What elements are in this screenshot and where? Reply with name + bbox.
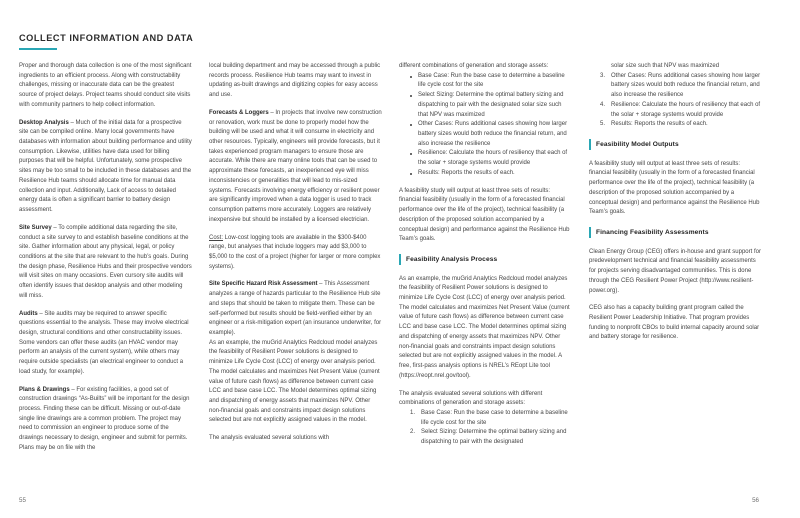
paragraph-mugrid-model: As an example, the muGrid Analytics Redcloud model analyzes the feasibility of Resilient Power solutions is designed to minimize Life Cycle Cost (LCC) of energy over analysis period. The model calculates and maximizes Net Present Value (current value of future cash flows) as difference between current case LCC and base case LCC. The Model determines optimal sizing and dispatching of energy assets that maximizes NPV. Other non-financial goals and constraints impact design solutions selected but are not explicitly assigned values in the model. bbox=[209, 339, 380, 424]
paragraph-plans-continued: local building department and may be accessed through a public records process. Resilience Hub teams may want to invest in updating as-built drawings and digitizing copies for easy access and use. bbox=[209, 63, 381, 99]
paragraph-cost bbox=[209, 234, 382, 273]
lead-in-forecasts-loggers: Forecasts & Loggers bbox=[209, 109, 269, 116]
text-column-3 bbox=[399, 62, 572, 456]
numbered-list-cases-continued bbox=[589, 72, 762, 130]
list-item: Other Cases: Runs additional cases showing how larger battery sizes would both reduce the financial return, and also increase the resilience bbox=[611, 72, 761, 99]
page-title: COLLECT INFORMATION AND DATA bbox=[19, 33, 194, 43]
text-column-1 bbox=[19, 62, 192, 454]
section-heading-financing-feasibility-assessments: Financing Feasibility Assessments bbox=[589, 228, 762, 239]
lead-in-cost: Cost: bbox=[209, 234, 224, 241]
body-desktop-analysis: – Much of the initial data for a prospective site can be compiled online. Many local governments have databases with information about building performance and utility consumption. Likewise, utilities have data used for billing purposes that will be helpful. Unfortunately, some prospective sites may be too small to be included in these databases and the Resilience Hub teams should allocate time for manual data collection and input. Additionally, Lack of access to detailed energy data is often a significant barrier to battery design assessment. bbox=[19, 119, 192, 214]
lead-in-desktop-analysis: Desktop Analysis bbox=[19, 119, 69, 126]
list-item: Resilience: Calculate the hours of resiliency that each of the solar + storage systems would provide bbox=[410, 149, 572, 168]
paragraph-ceg-capacity-building: CEG also has a capacity building grant program called the Resilient Power Leadership Initiative. That program provides funding to nonprofit CBOs to build internal capacity around solar and battery storage for resilience. bbox=[589, 305, 760, 341]
paragraph-assets-intro: different combinations of generation and storage assets: bbox=[399, 63, 549, 69]
body-site-survey: – To compile additional data regarding the site, conduct a site survey to and establish baseline conditions at the site. Gather information about any physical, legal, or policy conditions at the site that are relevant to the hub’s goals. During the design phase, Resilience Hubs and their prospective vendors will visit sites on many occasions. Even cursory site audits will often identify issues that desktop analysis and other modeling will miss. bbox=[19, 224, 192, 299]
numbered-list-cases bbox=[399, 409, 572, 448]
paragraph-clean-energy-group: Clean Energy Group (CEG) offers in-house and grant support for predevelopment technical and financial feasibility assessments for projects serving disadvantaged communities. This is done through the CEG Resilient Power Project (http://www.resilient-power.org). bbox=[589, 248, 761, 294]
paragraph-desktop-analysis bbox=[19, 119, 192, 216]
list-item: Results: Reports the results of each. bbox=[410, 169, 572, 179]
body-plans-drawings: – For existing facilities, a good set of construction drawings “As-Builts” will be important for the design process. Finding these can be difficult. Missing or out-of-date single line drawings are a common problem. The project may need to commission an engineer to produce some of the drawings necessary to design, engineer and submit for permits. Plans may be on file with the bbox=[19, 386, 190, 451]
section-heading-feasibility-model-outputs: Feasibility Model Outputs bbox=[589, 140, 762, 151]
paragraph-site-survey bbox=[19, 224, 192, 302]
paragraph-intro: Proper and thorough data collection is one of the most significant ingredients to an efficient process. Along with constructability challenges, missing or inaccurate data can be the greatest source of project delays. Project teams should conduct site visits with community partners to help collect information. bbox=[19, 63, 192, 108]
paragraph-feasibility-outputs: A feasibility study will output at least three sets of results: financial feasibility (usually in the form of a forecasted financial performance over the life of the project), technical feasibility (a description of the proposed solution accompanied by a conceptual design) and performance against the Resilience Hub Team’s goals. bbox=[399, 187, 570, 243]
paragraph-analysis-evaluated: The analysis evaluated several solutions with different combinations of generation and storage assets: bbox=[399, 390, 543, 407]
paragraph-hazard-risk-assessment bbox=[209, 280, 382, 338]
body-forecasts-loggers: – In projects that involve new construction or renovation, work must be done to properly model how the building will be used and what it will consume in electricity and other resources. Typically, engineers will provide forecasts, but it takes experienced program managers to ensure those are accurate. While there are many online tools that can be used to approximate these forecasts, an inexperienced eye will miss inconsistencies or generalities that will lead to mis-sized systems. Forecasts involving energy efficiency or resilient power are significantly improved when a data logger is used to track consumption patterns more accurately. Loggers are relatively inexpensive but should be installed by a licensed electrician. bbox=[209, 109, 382, 223]
text-column-2 bbox=[209, 62, 382, 452]
title-underline-rule bbox=[19, 48, 57, 50]
paragraph-feasibility-study-output: A feasibility study will output at least three sets of results: financial feasibility (usually in the form of a forecasted financial performance over the life of the project), technical feasibility (a description of the proposed solution accompanied by a conceptual design) and performance against the Resilience Hub Team’s goals. bbox=[589, 160, 760, 216]
lead-in-hazard-risk-assessment: Site Specific Hazard Risk Assessment bbox=[209, 281, 318, 288]
bulleted-list-cases bbox=[399, 72, 572, 179]
paragraph-audits bbox=[19, 310, 192, 378]
list-item: Results: Reports the results of each. bbox=[611, 121, 708, 128]
lead-in-plans-drawings: Plans & Drawings bbox=[19, 386, 70, 393]
paragraph-plans-drawings bbox=[19, 386, 192, 454]
list-item: Resilience: Calculate the hours of resiliency that each of the solar + storage systems would provide bbox=[611, 101, 761, 118]
body-cost: Low-cost logging tools are available in the $300-$400 range, but analyses that include loggers may add $3,000 to $5,000 to the cost of a project (higher for larger or more complex systems). bbox=[209, 234, 381, 270]
page-number-right: 56 bbox=[752, 497, 759, 504]
list-item: Base Case: Run the base case to determine a baseline life cycle cost for the site bbox=[421, 409, 568, 426]
lead-in-audits: Audits bbox=[19, 310, 38, 317]
page-number-left: 55 bbox=[19, 497, 26, 504]
text-column-4 bbox=[589, 62, 762, 351]
list-item: Other Cases: Runs additional cases showing how larger battery sizes would both reduce the financial return, and also increase the resilience bbox=[410, 120, 572, 149]
lead-in-site-survey: Site Survey bbox=[19, 224, 52, 231]
body-hazard-risk-assessment: – This Assessment analyzes a range of hazards particular to the Resilience Hub site and steps that should be taken to mitigate them. These can be self-performed but results should be field-verified either by an engineer or a risk-mitigation expert (an insurance underwriter, for example). bbox=[209, 281, 382, 336]
paragraph-analysis-intro: The analysis evaluated several solutions with bbox=[209, 435, 330, 442]
list-item: Select Sizing: Determine the optimal battery sizing and dispatching to pair with the designated solar size such that NPV was maximized bbox=[410, 91, 572, 120]
paragraph-forecasts-loggers bbox=[209, 109, 382, 226]
section-heading-feasibility-analysis-process: Feasibility Analysis Process bbox=[399, 255, 572, 266]
column-container bbox=[0, 62, 800, 486]
paragraph-mugrid-model-detail: As an example, the muGrid Analytics Redcloud model analyzes the feasibility of Resilient Power solutions is designed to minimize Life Cycle Cost (LCC) of energy over analysis period. The model calculates and maximizes Net Present Value (current value of future cash flows) as difference between current case LCC and base case LCC. The Model determines optimal sizing and dispatching of energy assets that maximizes NPV. Other non-financial goals and constraints impact design solutions selected but are not explicitly assigned values in the model. A free, first-pass analysis options is NREL’s REopt Lite tool (https://reopt.nrel.gov/tool). bbox=[399, 275, 570, 379]
list-item: Base Case: Run the base case to determine a baseline life cycle cost for the site bbox=[410, 72, 572, 91]
list-item-continuation: solar size such that NPV was maximized bbox=[611, 63, 720, 69]
list-item: Select Sizing: Determine the optimal battery sizing and dispatching to pair with the designated bbox=[421, 429, 567, 446]
body-audits: – Site audits may be required to answer specific questions essential to the analysis. These may involve electrical design, structural conditions and other constructability issues. Some vendors can offer these audits (an HVAC vendor may perform an analysis of the current system), while others may require outside specialists (an electrical engineer to conduct a load study, for example). bbox=[19, 310, 189, 375]
